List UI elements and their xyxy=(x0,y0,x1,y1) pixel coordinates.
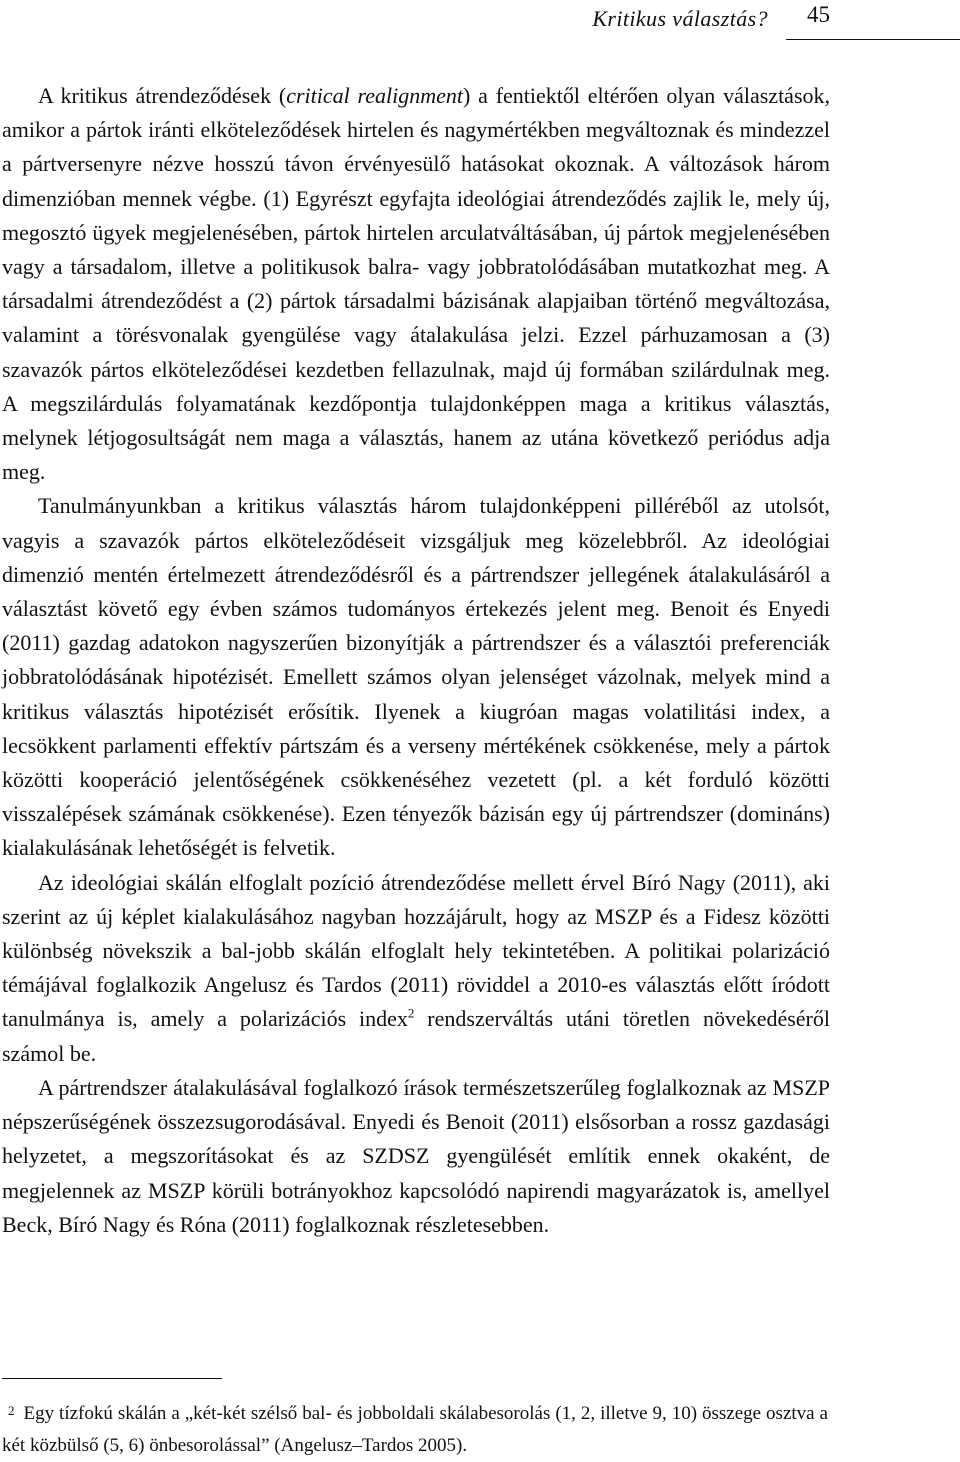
header-rule xyxy=(786,39,960,40)
running-title: Kritikus választás? xyxy=(592,6,768,31)
english-term: critical realignment xyxy=(286,83,464,108)
paragraph-text: A kritikus átrendeződések ( xyxy=(38,83,287,108)
paragraph-realignment xyxy=(2,79,830,489)
paragraph-study-focus: Tanulmányunkban a kritikus választás három tulajdonképpeni pilléréből az utolsót, vagyis a szavazók pártos elköteleződéseit vizsgáljuk meg közelebbről. Az ideológiai dimenzió mentén értelmezett átrendeződésről és a pártrendszer jellegének átalakulásáról a választást követő egy évben számos tudományos értekezés jelent meg. Benoit és Enyedi (2011) gazdag adatokon nagyszerűen bizonyítják a pártrendszer és a választói preferenciák jobbratolódásának hipotézisét. Emellett számos olyan jelenséget vázolnak, melyek mind a kritikus választás hipotézisét erősítik. Ilyenek a kiugróan magas volatilitási index, a lecsökkent parlamenti effektív pártszám és a verseny mértékének csökkenése, mely a pártok közötti kooperáció jelentőségének csökkenéséhez vezetett (pl. a két forduló közötti visszalépések számának csökkenése). Ezen tényezők bázisán egy új pártrendszer (domináns) kialakulásának lehetőségét is felvetik. xyxy=(2,493,830,861)
paragraph-text: Az ideológiai skálán elfoglalt pozíció átrendeződése mellett érvel Bíró Nagy (2011), aki szerint az új képlet kialakulásához nagyban hozzájárult, hogy az MSZP és a Fidesz közötti különbség növekszik a bal-jobb skálán elfoglalt hely tekintetében. A politikai polarizáció témájával foglalkozik Angelusz és Tardos (2011) röviddel a 2010-es választás előtt íródott tanulmánya is, amely a polarizációs index xyxy=(2,869,830,1032)
page-header xyxy=(0,0,960,40)
footnote-reference: 2 xyxy=(407,1006,415,1022)
paragraph-polarization xyxy=(2,866,830,1071)
paragraph-text: ) a fentiektől eltérően olyan választások, amikor a pártok iránti elköteleződések hirtelen és nagymértékben megváltoznak és mindezzel a pártversenyre nézve hosszú távon érvényesülő hatásokat okoznak. A változások három dimenzióban mennek végbe. (1) Egyrészt egyfajta ideológiai átrendeződés zajlik le, mely új, megosztó ügyek megjelenésében, pártok hirtelen arculatváltásában, új pártok megjelenésében vagy a társadalom, illetve a politikusok balra- vagy jobbratolódásában mutatkozhat meg. A társadalmi átrendeződést a (2) pártok társadalmi bázisának alapjaiban történő megváltozása, valamint a törésvonalak gyengülése vagy átalakulása jelzi. Ezzel párhuzamosan a (3) szavazók pártos elköteleződései kezdetben fellazulnak, majd új formában szilárdulnak meg. A megszilárdulás folyamatának kezdőpontja tulajdonképpen maga a kritikus választás, melynek létjogosultságát nem maga a választás, hanem az utána következő periódus adja meg. xyxy=(2,83,831,485)
body-text xyxy=(2,79,830,1242)
footnote-text: Egy tízfokú skálán a „két-két szélső bal- és jobboldali skálabesorolás (1, 2, illetve 9, 10) összege osztva a két közbülső (5, 6) önbesorolással” (Angelusz–Tardos 2005). xyxy=(2,1403,828,1456)
paragraph-text: rendszerváltás utáni töretlen növekedéséről számol be. xyxy=(2,1006,830,1066)
footnote xyxy=(2,1398,828,1462)
page-number: 45 xyxy=(807,2,830,27)
footnote-rule xyxy=(2,1378,222,1379)
footnote-mark: 2 xyxy=(8,1403,15,1418)
paragraph-mszp-decline: A pártrendszer átalakulásával foglalkozó írások természetszerűleg foglalkoznak az MSZP népszerűségének összezsugorodásával. Enyedi és Benoit (2011) elsősorban a rossz gazdasági helyzetet, a megszorításokat és az SZDSZ gyengülését említik ennek okaként, de megjelennek az MSZP körüli botrányokhoz kapcsolódó napirendi magyarázatok is, amellyel Beck, Bíró Nagy és Róna (2011) foglalkoznak részletesebben. xyxy=(2,1074,830,1237)
